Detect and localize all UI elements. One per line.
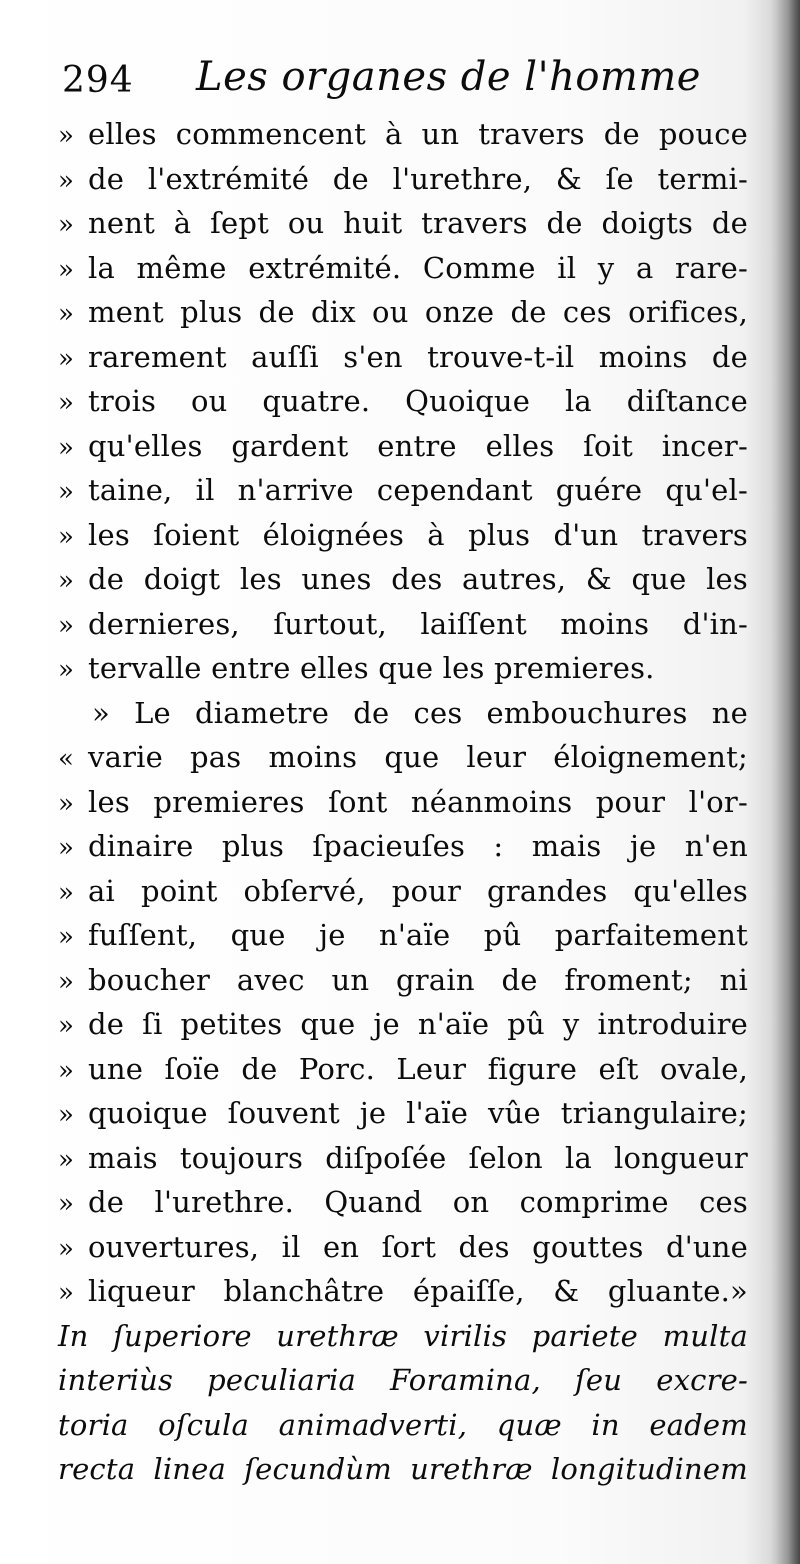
line-text: » Le diametre de ces embouchures ne	[92, 695, 748, 730]
text-line	[58, 1136, 748, 1181]
quote-mark: »	[58, 432, 74, 463]
line-text: fuſſent, que je n'aïe pû parfaitement	[88, 918, 748, 952]
line-text: taine, il n'arrive cependant guére qu'el-	[88, 473, 748, 507]
quote-mark: »	[58, 788, 74, 819]
quote-mark: »	[58, 610, 74, 641]
quote-mark: »	[58, 1233, 74, 1264]
text-line	[58, 557, 748, 602]
quote-mark: »	[58, 1278, 74, 1308]
line-text: liqueur blanchâtre épaiſſe, & gluante.»	[88, 1274, 748, 1308]
line-text: les premieres ſont néanmoins pour l'or-	[88, 784, 748, 819]
line-text: de doigt les unes des autres, & que les	[88, 562, 748, 596]
line-text: trois ou quatre. Quoique la diſtance	[88, 384, 748, 418]
page-header	[62, 50, 762, 110]
text-line	[58, 869, 748, 914]
quote-mark: »	[58, 210, 74, 240]
text-line	[58, 1180, 748, 1225]
line-text: recta linea ſecundùm urethræ longitudinem	[58, 1452, 748, 1486]
line-text: de l'extrémité de l'urethre, & ſe termi-	[88, 161, 748, 196]
quote-mark: »	[58, 521, 74, 552]
text-line	[58, 735, 748, 780]
text-line	[58, 201, 748, 246]
quote-mark: »	[58, 877, 74, 908]
line-text: dinaire plus ſpacieuſes : mais je n'en	[88, 829, 748, 863]
quote-mark: »	[58, 833, 74, 863]
text-line	[58, 1269, 748, 1314]
line-text: nent à ſept ou huit travers de doigts de	[88, 206, 748, 240]
line-text: ai point obſervé, pour grandes qu'elles	[88, 873, 748, 908]
text-line	[58, 602, 748, 647]
latin-text-line	[58, 1358, 748, 1403]
text-line	[58, 824, 748, 869]
quote-mark: »	[58, 299, 74, 329]
text-line	[58, 780, 748, 825]
quote-mark: »	[58, 254, 74, 285]
text-line	[58, 379, 748, 424]
line-text: tervalle entre elles que les premieres.	[88, 651, 655, 685]
text-line	[58, 157, 748, 202]
quote-mark: »	[58, 1011, 74, 1041]
text-line	[58, 1225, 748, 1270]
quote-mark: «	[58, 744, 74, 774]
line-text: In ſuperiore urethræ virilis pariete multa	[58, 1318, 748, 1353]
line-text: elles commencent à un travers de pouce	[88, 117, 748, 151]
quote-mark: »	[58, 477, 74, 507]
line-text: qu'elles gardent entre elles ſoit incer-	[88, 428, 748, 463]
quote-mark: »	[58, 121, 74, 151]
quote-mark: »	[58, 655, 74, 685]
text-line	[58, 1047, 748, 1092]
line-text: rarement auſſi s'en trouve-t-il moins de	[88, 339, 748, 374]
text-line	[58, 424, 748, 469]
line-text: la même extrémité. Comme il y a rare-	[88, 250, 748, 285]
text-line	[58, 913, 748, 958]
text-line	[58, 1091, 748, 1136]
page-number: 294	[62, 60, 134, 101]
line-text: mais toujours diſpoſée ſelon la longueur	[88, 1140, 748, 1175]
text-line	[58, 246, 748, 291]
latin-text-line	[58, 1447, 748, 1492]
quote-mark: »	[58, 1100, 74, 1130]
line-text: les ſoient éloignées à plus d'un travers	[88, 517, 748, 552]
latin-text-line	[58, 1314, 748, 1359]
line-text: de ſi petites que je n'aïe pû y introduire	[88, 1007, 748, 1041]
text-line	[58, 1002, 748, 1047]
text-line	[58, 290, 748, 335]
text-line	[58, 958, 748, 1003]
quote-mark: »	[58, 1189, 74, 1219]
line-text: ouvertures, il en ſort des gouttes d'une	[88, 1229, 748, 1264]
quote-mark: »	[58, 1144, 74, 1175]
paragraph-start-line	[58, 691, 748, 736]
page-edge-shadow	[770, 0, 800, 1564]
text-line	[58, 468, 748, 513]
line-text: dernieres, ſurtout, laiſſent moins d'in-	[88, 606, 748, 641]
line-text: quoique ſouvent je l'aïe vûe triangulaire;	[88, 1096, 748, 1130]
quote-mark: »	[58, 922, 74, 952]
quote-mark: »	[58, 1055, 74, 1086]
text-line	[58, 112, 748, 157]
body-text	[58, 112, 748, 1492]
line-text: boucher avec un grain de froment; ni	[88, 962, 748, 997]
line-text: varie pas moins que leur éloignement;	[88, 740, 748, 774]
text-line	[58, 513, 748, 558]
line-text: ment plus de dix ou onze de ces orifices,	[88, 295, 748, 329]
text-line	[58, 646, 748, 691]
latin-text-line	[58, 1403, 748, 1448]
quote-mark: »	[58, 388, 74, 418]
line-text: toria oſcula animadverti, quæ in eadem	[58, 1407, 748, 1442]
line-text: interiùs peculiaria Foramina, ſeu excre-	[58, 1363, 748, 1397]
quote-mark: »	[58, 566, 74, 596]
quote-mark: »	[58, 165, 74, 196]
line-text: de l'urethre. Quand on comprime ces	[88, 1185, 748, 1219]
running-head: Les organes de l'homme	[196, 54, 701, 100]
text-line	[58, 335, 748, 380]
quote-mark: »	[58, 343, 74, 374]
line-text: une ſoïe de Porc. Leur figure eſt ovale,	[88, 1051, 748, 1086]
quote-mark: »	[58, 966, 74, 997]
